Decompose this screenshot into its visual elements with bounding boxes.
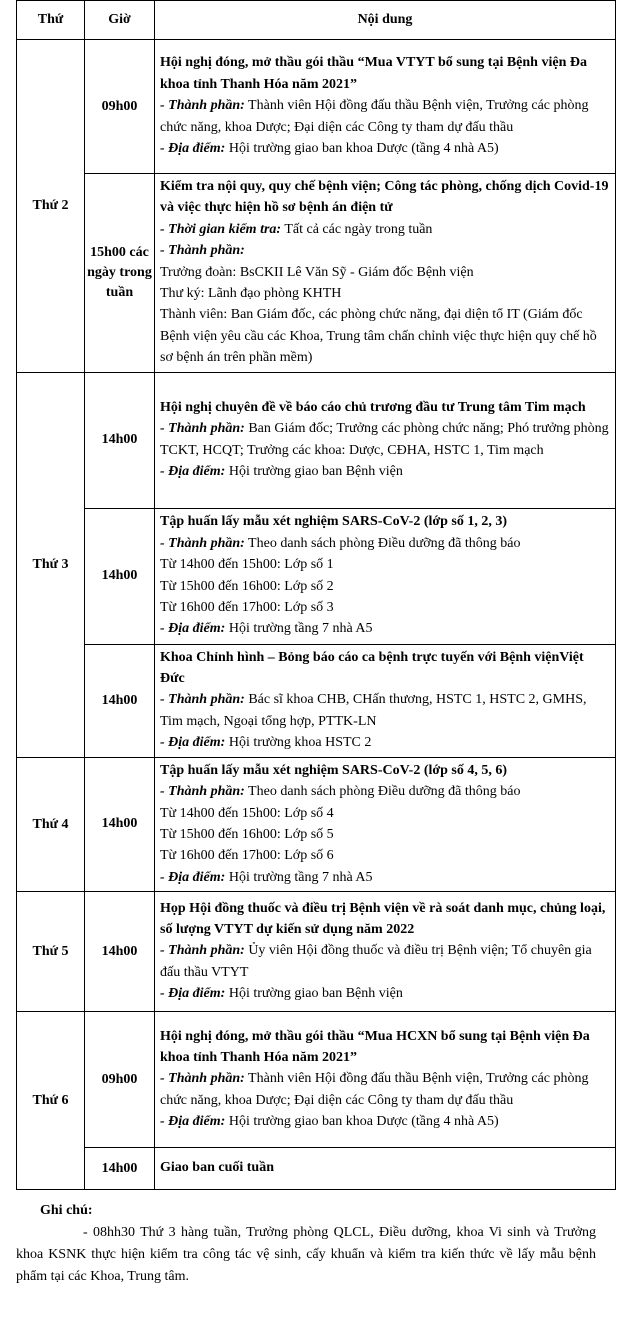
schedule-table bbox=[16, 0, 616, 1190]
schedule-row bbox=[17, 892, 616, 1012]
event-title: Hội nghị chuyên đề về báo cáo chủ trương đầu tư Trung tâm Tim mạch bbox=[160, 399, 586, 415]
detail-label: - Thành phần: bbox=[160, 243, 245, 259]
schedule-row bbox=[17, 40, 616, 174]
detail-text: Thư ký: Lãnh đạo phòng KHTH bbox=[160, 286, 342, 302]
detail-text: Từ 16h00 đến 17h00: Lớp số 3 bbox=[160, 600, 334, 616]
detail-text: Tất cả các ngày trong tuần bbox=[281, 221, 433, 237]
detail-text: Hội trường giao ban Bệnh viện bbox=[225, 986, 403, 1002]
notes-section bbox=[16, 1200, 596, 1288]
event-detail-line bbox=[160, 845, 610, 866]
content-cell bbox=[155, 892, 616, 1012]
detail-label: - Thành phần: bbox=[160, 98, 245, 114]
event-detail-line bbox=[160, 304, 610, 368]
time-cell: 14h00 bbox=[85, 1148, 155, 1190]
event-detail-line bbox=[160, 283, 610, 304]
detail-text: Bác sĩ khoa CHB, CHấn thương, HSTC 1, HSTC 2, GMHS, Tim mạch, Ngoại tổng hợp, PTTK-LN bbox=[160, 692, 587, 729]
event-detail-line bbox=[160, 732, 610, 753]
detail-text: Theo danh sách phòng Điều dưỡng đã thông báo bbox=[244, 784, 521, 800]
content-cell bbox=[155, 1148, 616, 1190]
event-detail-line bbox=[160, 554, 610, 575]
detail-label: - Địa điểm: bbox=[160, 1114, 226, 1130]
detail-label: - Địa điểm: bbox=[160, 735, 226, 751]
header-day: Thứ bbox=[17, 1, 85, 40]
detail-text: Trưởng đoàn: BsCKII Lê Văn Sỹ - Giám đốc Bệnh viện bbox=[160, 264, 474, 280]
event-title: Tập huấn lấy mẫu xét nghiệm SARS-CoV-2 (lớp số 4, 5, 6) bbox=[160, 762, 508, 778]
event-detail-line bbox=[160, 803, 610, 824]
event-detail-line bbox=[160, 867, 610, 888]
event-detail-line bbox=[160, 219, 610, 240]
event-detail-line bbox=[160, 689, 610, 732]
detail-label: - Thành phần: bbox=[160, 943, 245, 959]
event-detail-line bbox=[160, 533, 610, 554]
day-cell: Thứ 4 bbox=[17, 757, 85, 891]
detail-label: - Thời gian kiểm tra: bbox=[160, 221, 282, 237]
event-title: Khoa Chỉnh hình – Bỏng báo cáo ca bệnh trực tuyến với Bệnh việnViệt Đức bbox=[160, 649, 584, 687]
event-title: Hội nghị đóng, mở thầu gói thầu “Mua HCXN bổ sung tại Bệnh viện Đa khoa tỉnh Thanh Hóa năm 2021” bbox=[160, 1028, 590, 1066]
time-cell: 15h00 các ngày trong tuần bbox=[85, 174, 155, 373]
detail-text: Ủy viên Hội đồng thuốc và điều trị Bệnh viện; Tổ chuyên gia đấu thầu VTYT bbox=[160, 943, 592, 980]
detail-text: Hội trường giao ban Bệnh viện bbox=[225, 464, 403, 480]
time-cell: 14h00 bbox=[85, 508, 155, 644]
detail-text: Từ 14h00 đến 15h00: Lớp số 1 bbox=[160, 557, 334, 573]
detail-text: Hội trường giao ban khoa Dược (tầng 4 nhà A5) bbox=[225, 141, 499, 157]
detail-text: Hội trường tầng 7 nhà A5 bbox=[225, 869, 373, 885]
header-content: Nội dung bbox=[155, 1, 616, 40]
detail-text: Thành viên: Ban Giám đốc, các phòng chức năng, đại diện tổ IT (Giám đốc Bệnh viện yêu cầu các Khoa, Trung tâm chấn chỉnh việc thực hiện quy chế hồ sơ bệnh án trên phần mềm) bbox=[160, 307, 597, 366]
detail-text: Từ 15h00 đến 16h00: Lớp số 2 bbox=[160, 578, 334, 594]
event-detail-line bbox=[160, 262, 610, 283]
time-cell: 14h00 bbox=[85, 644, 155, 757]
event-title: Hội nghị đóng, mở thầu gói thầu “Mua VTYT bổ sung tại Bệnh viện Đa khoa tỉnh Thanh Hóa năm 2021” bbox=[160, 55, 587, 92]
day-cell: Thứ 6 bbox=[17, 1012, 85, 1190]
detail-text: Hội trường tầng 7 nhà A5 bbox=[225, 621, 373, 637]
detail-label: - Thành phần: bbox=[160, 421, 245, 437]
schedule-row bbox=[17, 757, 616, 891]
detail-text: Ban Giám đốc; Trưởng các phòng chức năng; Phó trưởng phòng TCKT, HCQT; Trưởng các khoa: Dược, CĐHA, HSTC 1, Tim mạch bbox=[160, 421, 609, 458]
time-cell: 14h00 bbox=[85, 372, 155, 508]
detail-text: Theo danh sách phòng Điều dưỡng đã thông báo bbox=[244, 535, 521, 551]
day-cell: Thứ 5 bbox=[17, 892, 85, 1012]
detail-label: - Thành phần: bbox=[160, 1071, 245, 1087]
detail-text: Từ 14h00 đến 15h00: Lớp số 4 bbox=[160, 805, 334, 821]
schedule-row bbox=[17, 644, 616, 757]
notes-text: - 08hh30 Thứ 3 hàng tuần, Trưởng phòng QLCL, Điều dưỡng, khoa Vi sinh và Trưởng khoa KSNK thực hiện kiểm tra công tác vệ sinh, cấy khuẩn và kiểm tra kiến thức về lấy mẫu bệnh phẩm tại các Khoa, Trung tâm. bbox=[16, 1225, 596, 1284]
schedule-row bbox=[17, 508, 616, 644]
detail-text: Hội trường giao ban khoa Dược (tầng 4 nhà A5) bbox=[225, 1114, 499, 1130]
event-detail-line bbox=[160, 461, 610, 482]
detail-label: - Thành phần: bbox=[160, 784, 245, 800]
schedule-row bbox=[17, 1012, 616, 1148]
event-detail-line bbox=[160, 138, 610, 159]
content-cell bbox=[155, 174, 616, 373]
detail-label: - Địa điểm: bbox=[160, 464, 226, 480]
detail-text: Thành viên Hội đồng đấu thầu Bệnh viện, Trưởng các phòng chức năng, khoa Dược; Đại diện các Công ty tham dự đấu thầu bbox=[160, 98, 589, 135]
event-detail-line bbox=[160, 240, 610, 261]
detail-label: - Địa điểm: bbox=[160, 141, 226, 157]
notes-heading: Ghi chú: bbox=[40, 1203, 93, 1218]
event-title: Kiểm tra nội quy, quy chế bệnh viện; Công tác phòng, chống dịch Covid-19 và việc thực hiện hồ sơ bệnh án điện tử bbox=[160, 179, 609, 216]
day-cell: Thứ 2 bbox=[17, 40, 85, 373]
event-detail-line bbox=[160, 418, 610, 461]
detail-text: Từ 16h00 đến 17h00: Lớp số 6 bbox=[160, 848, 334, 864]
detail-text: Từ 15h00 đến 16h00: Lớp số 5 bbox=[160, 826, 334, 842]
event-detail-line bbox=[160, 983, 610, 1004]
detail-label: - Địa điểm: bbox=[160, 986, 226, 1002]
content-cell bbox=[155, 40, 616, 174]
detail-label: - Địa điểm: bbox=[160, 869, 226, 885]
event-detail-line bbox=[160, 1068, 610, 1111]
event-detail-line bbox=[160, 597, 610, 618]
time-cell: 09h00 bbox=[85, 1012, 155, 1148]
detail-label: - Địa điểm: bbox=[160, 621, 226, 637]
day-cell: Thứ 3 bbox=[17, 372, 85, 757]
event-detail-line bbox=[160, 95, 610, 138]
content-cell bbox=[155, 757, 616, 891]
detail-label: - Thành phần: bbox=[160, 692, 245, 708]
event-detail-line bbox=[160, 1111, 610, 1132]
event-detail-line bbox=[160, 824, 610, 845]
event-detail-line bbox=[160, 576, 610, 597]
event-detail-line bbox=[160, 940, 610, 983]
header-time: Giờ bbox=[85, 1, 155, 40]
event-detail-line bbox=[160, 618, 610, 639]
content-cell bbox=[155, 372, 616, 508]
detail-text: Hội trường khoa HSTC 2 bbox=[225, 735, 372, 751]
schedule-row bbox=[17, 1148, 616, 1190]
detail-text: Thành viên Hội đồng đấu thầu Bệnh viện, Trưởng các phòng chức năng, khoa Dược; Đại diện các Công ty tham dự đấu thầu bbox=[160, 1071, 589, 1108]
event-detail-line bbox=[160, 781, 610, 802]
detail-label: - Thành phần: bbox=[160, 535, 245, 551]
header-row bbox=[17, 1, 616, 40]
event-title: Họp Hội đồng thuốc và điều trị Bệnh viện về rà soát danh mục, chủng loại, số lượng VTYT dự kiến sử dụng năm 2022 bbox=[160, 900, 606, 938]
time-cell: 14h00 bbox=[85, 757, 155, 891]
schedule-row bbox=[17, 174, 616, 373]
event-title: Giao ban cuối tuần bbox=[160, 1160, 274, 1176]
event-title: Tập huấn lấy mẫu xét nghiệm SARS-CoV-2 (lớp số 1, 2, 3) bbox=[160, 514, 508, 530]
content-cell bbox=[155, 644, 616, 757]
time-cell: 09h00 bbox=[85, 40, 155, 174]
content-cell bbox=[155, 508, 616, 644]
schedule-row bbox=[17, 372, 616, 508]
time-cell: 14h00 bbox=[85, 892, 155, 1012]
content-cell bbox=[155, 1012, 616, 1148]
